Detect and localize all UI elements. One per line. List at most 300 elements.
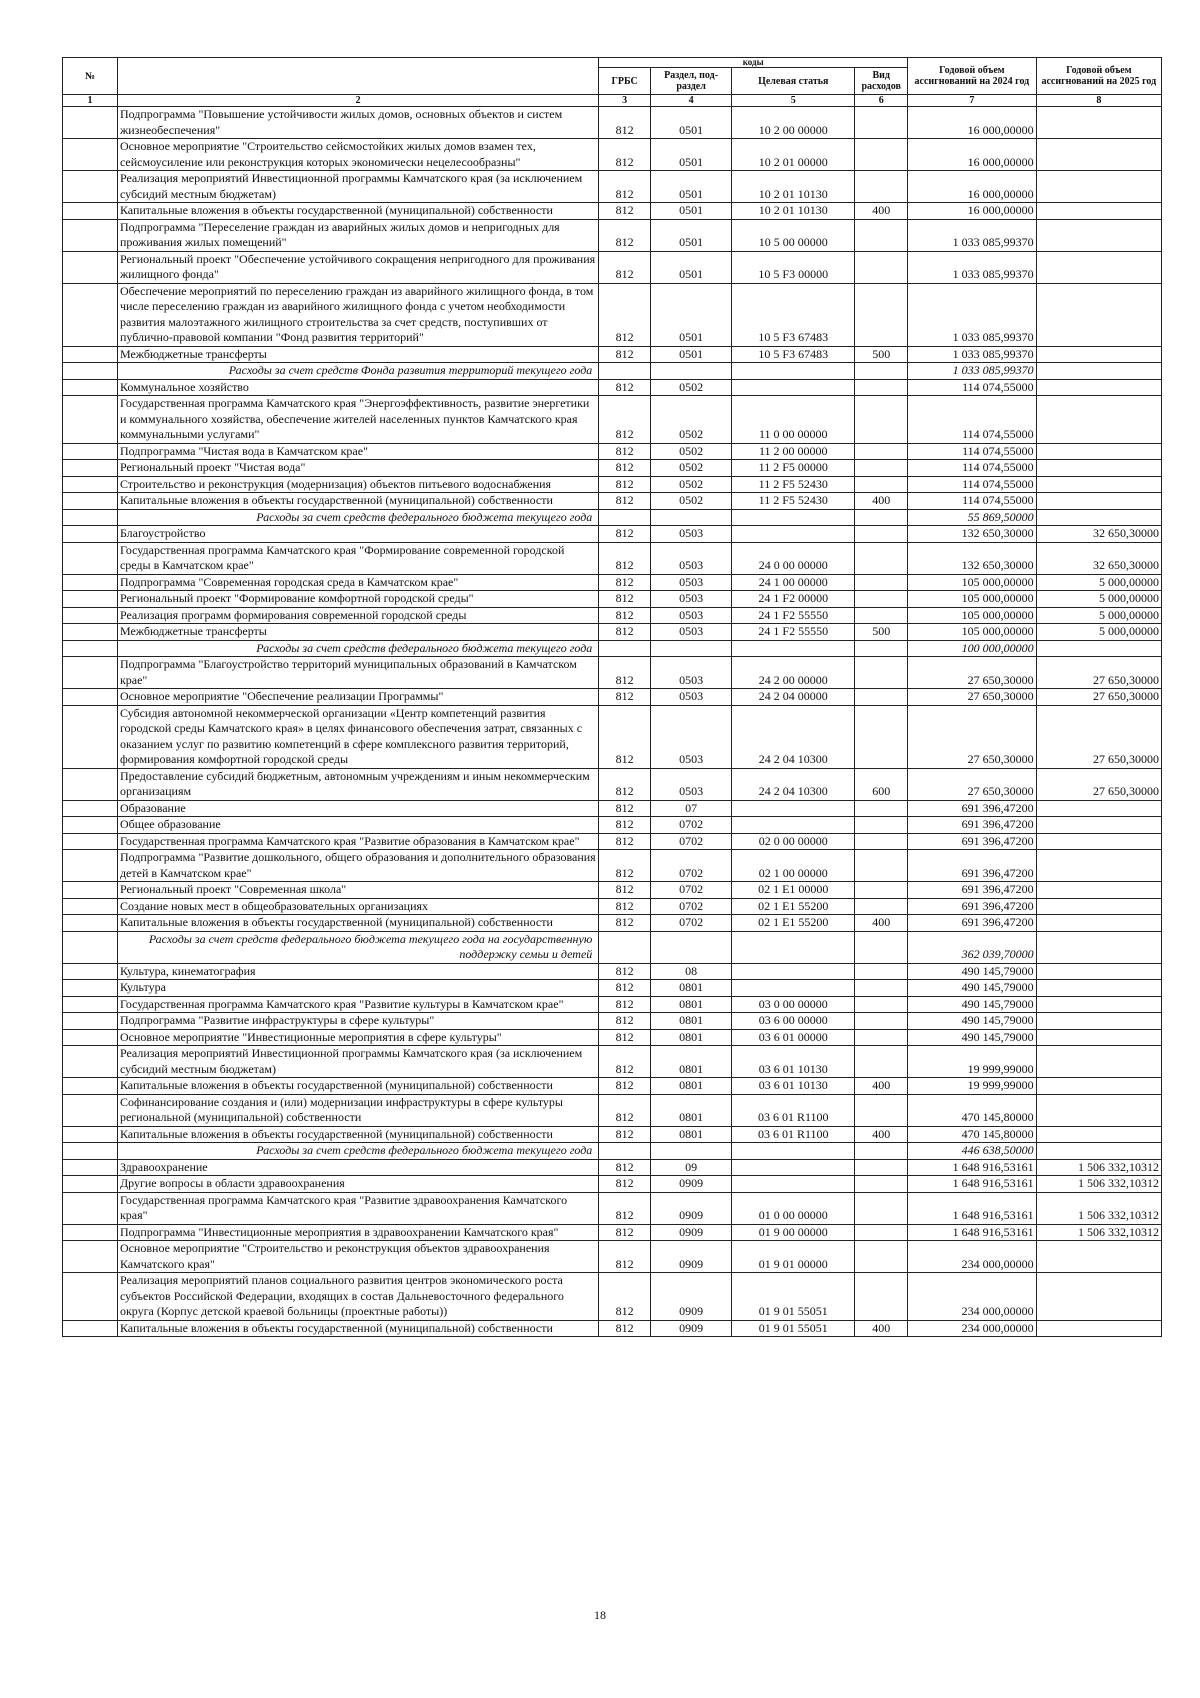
cell-grbs: 812 [599,396,651,444]
cell-amount-2025 [1036,800,1161,817]
cell-amount-2024: 490 145,79000 [908,963,1037,980]
table-row [63,1224,1162,1241]
table-row [63,171,1162,203]
colnum: 3 [599,95,651,107]
cell-grbs: 812 [599,689,651,706]
cell-expense-type: 500 [855,624,908,641]
cell-expense-type: 400 [855,915,908,932]
cell-target-article: 10 2 01 00000 [732,139,855,171]
table-row [63,1126,1162,1143]
cell-amount-2025 [1036,1143,1161,1160]
cell-razdel: 09 [650,1159,731,1176]
table-row [63,1046,1162,1078]
cell-razdel: 0503 [650,542,731,574]
cell-amount-2025 [1036,346,1161,363]
cell-razdel [650,363,731,380]
cell-target-article: 03 6 01 10130 [732,1078,855,1095]
cell-expense-type [855,1273,908,1321]
cell-grbs: 812 [599,915,651,932]
cell-target-article: 02 1 E1 55200 [732,915,855,932]
cell-razdel: 0501 [650,251,731,283]
cell-expense-type [855,509,908,526]
cell-amount-2024: 1 033 085,99370 [908,283,1037,346]
cell-amount-2024: 16 000,00000 [908,107,1037,139]
cell-num [63,1094,118,1126]
header-vr: Вид расходов [855,68,908,95]
cell-num [63,607,118,624]
cell-name: Капитальные вложения в объекты государственной (муниципальной) собственности [117,493,598,510]
cell-amount-2024: 691 396,47200 [908,800,1037,817]
cell-amount-2024: 27 650,30000 [908,768,1037,800]
cell-amount-2025 [1036,203,1161,220]
cell-amount-2025 [1036,1241,1161,1273]
cell-expense-type [855,1046,908,1078]
cell-num [63,1192,118,1224]
cell-target-article: 03 6 01 10130 [732,1046,855,1078]
cell-expense-type [855,283,908,346]
cell-amount-2025 [1036,1126,1161,1143]
cell-num [63,171,118,203]
cell-target-article: 10 2 01 10130 [732,171,855,203]
cell-num [63,346,118,363]
cell-grbs: 812 [599,800,651,817]
cell-target-article [732,1143,855,1160]
cell-amount-2024: 114 074,55000 [908,443,1037,460]
cell-name: Подпрограмма "Переселение граждан из аварийных жилых домов и непригодных для проживания жилых помещений" [117,219,598,251]
cell-grbs: 812 [599,624,651,641]
cell-name: Благоустройство [117,526,598,543]
cell-grbs: 812 [599,833,651,850]
cell-expense-type [855,640,908,657]
cell-amount-2025 [1036,898,1161,915]
cell-amount-2024: 1 648 916,53161 [908,1159,1037,1176]
colnum: 6 [855,95,908,107]
cell-num [63,931,118,963]
cell-amount-2024: 114 074,55000 [908,493,1037,510]
cell-target-article [732,817,855,834]
cell-amount-2025 [1036,882,1161,899]
cell-amount-2025: 5 000,00000 [1036,624,1161,641]
cell-expense-type: 500 [855,346,908,363]
colnum: 1 [63,95,118,107]
cell-name: Расходы за счет средств Фонда развития территорий текущего года [117,363,598,380]
cell-name: Региональный проект "Чистая вода" [117,460,598,477]
cell-name: Капитальные вложения в объекты государственной (муниципальной) собственности [117,1320,598,1337]
cell-amount-2025: 27 650,30000 [1036,689,1161,706]
table-row [63,768,1162,800]
colnum: 5 [732,95,855,107]
cell-razdel: 07 [650,800,731,817]
cell-name: Образование [117,800,598,817]
page-number: 18 [594,1608,606,1622]
cell-expense-type [855,379,908,396]
cell-name: Подпрограмма "Современная городская среда в Камчатском крае" [117,574,598,591]
cell-razdel: 0501 [650,219,731,251]
cell-expense-type [855,526,908,543]
cell-target-article: 10 5 00 00000 [732,219,855,251]
cell-amount-2025 [1036,931,1161,963]
cell-amount-2025 [1036,1094,1161,1126]
cell-razdel: 0702 [650,850,731,882]
cell-num [63,107,118,139]
cell-name: Культура, кинематография [117,963,598,980]
cell-amount-2024: 691 396,47200 [908,833,1037,850]
cell-name: Реализация программ формирования современной городской среды [117,607,598,624]
cell-amount-2025 [1036,460,1161,477]
cell-amount-2024: 132 650,30000 [908,526,1037,543]
cell-amount-2024: 234 000,00000 [908,1273,1037,1321]
cell-name: Капитальные вложения в объекты государственной (муниципальной) собственности [117,203,598,220]
cell-target-article: 11 2 F5 52430 [732,493,855,510]
cell-name: Подпрограмма "Чистая вода в Камчатском крае" [117,443,598,460]
cell-razdel: 0502 [650,379,731,396]
budget-table [62,57,1162,1337]
table-row [63,898,1162,915]
cell-amount-2024: 105 000,00000 [908,574,1037,591]
cell-expense-type: 600 [855,768,908,800]
table-row [63,800,1162,817]
cell-razdel: 0502 [650,476,731,493]
table-row [63,591,1162,608]
cell-grbs: 812 [599,460,651,477]
cell-target-article: 10 2 01 10130 [732,203,855,220]
cell-expense-type [855,980,908,997]
cell-num [63,460,118,477]
cell-amount-2024: 105 000,00000 [908,591,1037,608]
budget-sheet [62,57,1162,1337]
cell-amount-2024: 1 033 085,99370 [908,363,1037,380]
cell-num [63,768,118,800]
table-row [63,657,1162,689]
cell-amount-2024: 114 074,55000 [908,476,1037,493]
cell-name: Основное мероприятие "Инвестиционные мероприятия в сфере культуры" [117,1029,598,1046]
cell-grbs: 812 [599,1046,651,1078]
cell-target-article: 24 1 F2 55550 [732,607,855,624]
cell-razdel: 0801 [650,1126,731,1143]
cell-amount-2024: 100 000,00000 [908,640,1037,657]
cell-target-article: 01 9 01 00000 [732,1241,855,1273]
cell-expense-type: 400 [855,1126,908,1143]
cell-grbs [599,931,651,963]
cell-target-article: 01 9 00 00000 [732,1224,855,1241]
cell-amount-2025 [1036,493,1161,510]
cell-name: Подпрограмма "Развитие дошкольного, общего образования и дополнительного образования детей в Камчатском крае" [117,850,598,882]
cell-amount-2024: 470 145,80000 [908,1094,1037,1126]
cell-target-article: 24 2 04 10300 [732,705,855,768]
cell-name: Расходы за счет средств федерального бюджета текущего года [117,509,598,526]
cell-amount-2025: 27 650,30000 [1036,768,1161,800]
cell-expense-type [855,1094,908,1126]
cell-num [63,624,118,641]
header-num: № [63,58,118,95]
cell-num [63,640,118,657]
cell-grbs: 812 [599,850,651,882]
cell-name: Подпрограмма "Развитие инфраструктуры в сфере культуры" [117,1013,598,1030]
cell-expense-type [855,107,908,139]
cell-razdel: 0503 [650,526,731,543]
cell-target-article: 24 1 F2 55550 [732,624,855,641]
cell-name: Расходы за счет средств федерального бюджета текущего года [117,640,598,657]
cell-razdel: 0501 [650,171,731,203]
cell-target-article [732,980,855,997]
cell-expense-type [855,363,908,380]
cell-razdel: 0502 [650,460,731,477]
cell-expense-type [855,1159,908,1176]
cell-amount-2024: 1 033 085,99370 [908,251,1037,283]
cell-name: Региональный проект "Обеспечение устойчивого сокращения непригодного для проживания жилищного фонда" [117,251,598,283]
table-row [63,1176,1162,1193]
cell-grbs: 812 [599,171,651,203]
table-row [63,624,1162,641]
table-row [63,833,1162,850]
cell-num [63,1159,118,1176]
table-row [63,1094,1162,1126]
cell-grbs: 812 [599,1159,651,1176]
cell-expense-type [855,460,908,477]
cell-num [63,283,118,346]
cell-name: Расходы за счет средств федерального бюджета текущего года на государственную поддержку семьи и детей [117,931,598,963]
cell-name: Капитальные вложения в объекты государственной (муниципальной) собственности [117,1078,598,1095]
cell-num [63,493,118,510]
cell-grbs: 812 [599,1192,651,1224]
cell-name: Создание новых мест в общеобразовательных организациях [117,898,598,915]
cell-grbs [599,1143,651,1160]
cell-expense-type [855,1029,908,1046]
header-cs: Целевая статья [732,68,855,95]
cell-num [63,800,118,817]
cell-amount-2024: 114 074,55000 [908,396,1037,444]
cell-grbs: 812 [599,980,651,997]
cell-amount-2024: 1 648 916,53161 [908,1176,1037,1193]
cell-target-article [732,526,855,543]
cell-num [63,1046,118,1078]
cell-name: Государственная программа Камчатского края "Развитие культуры в Камчатском крае" [117,996,598,1013]
cell-target-article: 24 1 F2 00000 [732,591,855,608]
table-row [63,1192,1162,1224]
cell-name: Основное мероприятие "Строительство и реконструкция объектов здравоохранения Камчатского края" [117,1241,598,1273]
cell-grbs: 812 [599,203,651,220]
cell-razdel: 0801 [650,1094,731,1126]
header-grbs: ГРБС [599,68,651,95]
cell-expense-type [855,833,908,850]
cell-num [63,574,118,591]
cell-target-article: 01 0 00 00000 [732,1192,855,1224]
cell-razdel: 0503 [650,705,731,768]
cell-num [63,1273,118,1321]
note-row [63,640,1162,657]
cell-amount-2024: 105 000,00000 [908,607,1037,624]
table-row [63,1078,1162,1095]
cell-razdel: 0503 [650,768,731,800]
cell-razdel: 0801 [650,1013,731,1030]
cell-expense-type: 400 [855,493,908,510]
header-name [117,58,598,95]
note-row [63,931,1162,963]
cell-target-article: 24 0 00 00000 [732,542,855,574]
cell-target-article: 03 6 00 00000 [732,1013,855,1030]
cell-amount-2025: 1 506 332,10312 [1036,1176,1161,1193]
cell-target-article: 03 6 01 R1100 [732,1126,855,1143]
cell-target-article [732,509,855,526]
cell-amount-2025: 1 506 332,10312 [1036,1224,1161,1241]
cell-grbs: 812 [599,443,651,460]
cell-amount-2024: 490 145,79000 [908,980,1037,997]
cell-num [63,542,118,574]
cell-amount-2025 [1036,396,1161,444]
cell-num [63,476,118,493]
cell-target-article: 24 2 00 00000 [732,657,855,689]
cell-expense-type: 400 [855,203,908,220]
cell-amount-2024: 691 396,47200 [908,915,1037,932]
table-row [63,139,1162,171]
cell-target-article: 03 6 01 00000 [732,1029,855,1046]
cell-target-article: 11 0 00 00000 [732,396,855,444]
cell-target-article [732,1159,855,1176]
cell-razdel: 0501 [650,107,731,139]
note-row [63,509,1162,526]
cell-grbs: 812 [599,139,651,171]
cell-name: Государственная программа Камчатского края "Развитие здравоохранения Камчатского края" [117,1192,598,1224]
cell-amount-2024: 27 650,30000 [908,689,1037,706]
cell-razdel [650,509,731,526]
header-razdel: Раздел, под-раздел [650,68,731,95]
cell-amount-2024: 16 000,00000 [908,171,1037,203]
cell-num [63,882,118,899]
cell-expense-type [855,963,908,980]
table-row [63,542,1162,574]
table-row [63,574,1162,591]
cell-amount-2024: 16 000,00000 [908,203,1037,220]
table-row [63,1320,1162,1337]
cell-num [63,963,118,980]
cell-amount-2024: 234 000,00000 [908,1320,1037,1337]
cell-amount-2024: 234 000,00000 [908,1241,1037,1273]
cell-amount-2025: 1 506 332,10312 [1036,1192,1161,1224]
cell-grbs [599,640,651,657]
cell-name: Расходы за счет средств федерального бюджета текущего года [117,1143,598,1160]
cell-grbs: 812 [599,574,651,591]
cell-expense-type: 400 [855,1320,908,1337]
cell-num [63,1241,118,1273]
cell-name: Культура [117,980,598,997]
table-row [63,379,1162,396]
cell-num [63,1013,118,1030]
cell-target-article: 03 6 01 R1100 [732,1094,855,1126]
cell-razdel: 0502 [650,493,731,510]
cell-grbs: 812 [599,1224,651,1241]
cell-target-article [732,1176,855,1193]
cell-num [63,363,118,380]
cell-num [63,443,118,460]
cell-num [63,526,118,543]
cell-num [63,657,118,689]
cell-expense-type [855,800,908,817]
cell-razdel: 0503 [650,574,731,591]
note-row [63,363,1162,380]
cell-name: Межбюджетные трансферты [117,346,598,363]
cell-razdel: 08 [650,963,731,980]
cell-razdel: 0501 [650,283,731,346]
table-row [63,396,1162,444]
cell-expense-type: 400 [855,1078,908,1095]
table-row [63,915,1162,932]
cell-grbs: 812 [599,251,651,283]
cell-name: Подпрограмма "Благоустройство территорий муниципальных образований в Камчатском крае" [117,657,598,689]
cell-expense-type [855,1176,908,1193]
cell-grbs: 812 [599,996,651,1013]
cell-razdel: 0801 [650,1078,731,1095]
cell-name: Реализация мероприятий планов социального развития центров экономического роста субъектов Российской Федерации, входящих в состав Дальневосточного федерального округа (Корпус детской краевой больницы (проектные работы)) [117,1273,598,1321]
cell-name: Обеспечение мероприятий по переселению граждан из аварийного жилищного фонда, в том числе переселению граждан из аварийного жилищного фонда с учетом необходимости развития малоэтажного жилищного строительства за счет средств, поступивших от публично-правовой компании "Фонд развития территорий" [117,283,598,346]
table-row [63,219,1162,251]
cell-amount-2024: 16 000,00000 [908,139,1037,171]
cell-num [63,817,118,834]
cell-amount-2024: 1 648 916,53161 [908,1224,1037,1241]
cell-amount-2025 [1036,1078,1161,1095]
table-row [63,443,1162,460]
cell-num [63,1143,118,1160]
cell-razdel: 0909 [650,1224,731,1241]
cell-grbs: 812 [599,1029,651,1046]
cell-num [63,139,118,171]
cell-num [63,219,118,251]
cell-amount-2025 [1036,915,1161,932]
cell-target-article [732,800,855,817]
cell-grbs: 812 [599,542,651,574]
cell-expense-type [855,574,908,591]
cell-expense-type [855,996,908,1013]
cell-target-article: 02 1 E1 00000 [732,882,855,899]
cell-expense-type [855,931,908,963]
cell-amount-2024: 691 396,47200 [908,850,1037,882]
cell-amount-2024: 490 145,79000 [908,1029,1037,1046]
cell-target-article: 24 2 04 00000 [732,689,855,706]
table-row [63,1013,1162,1030]
cell-amount-2024: 1 033 085,99370 [908,219,1037,251]
cell-expense-type [855,850,908,882]
cell-amount-2024: 691 396,47200 [908,817,1037,834]
cell-num [63,850,118,882]
cell-amount-2025 [1036,817,1161,834]
cell-num [63,898,118,915]
cell-name: Капитальные вложения в объекты государственной (муниципальной) собственности [117,915,598,932]
cell-amount-2024: 114 074,55000 [908,379,1037,396]
cell-amount-2025: 1 506 332,10312 [1036,1159,1161,1176]
cell-expense-type [855,443,908,460]
cell-amount-2025: 27 650,30000 [1036,657,1161,689]
table-row [63,882,1162,899]
cell-razdel: 0801 [650,996,731,1013]
cell-grbs: 812 [599,1126,651,1143]
cell-razdel: 0502 [650,443,731,460]
cell-razdel: 0909 [650,1241,731,1273]
cell-num [63,203,118,220]
cell-razdel: 0702 [650,817,731,834]
table-row [63,1159,1162,1176]
cell-razdel: 0801 [650,980,731,997]
cell-expense-type [855,817,908,834]
cell-target-article: 11 2 F5 00000 [732,460,855,477]
cell-grbs: 812 [599,1273,651,1321]
cell-expense-type [855,1143,908,1160]
cell-amount-2024: 691 396,47200 [908,898,1037,915]
cell-target-article: 11 2 F5 52430 [732,476,855,493]
cell-num [63,251,118,283]
cell-name: Здравоохранение [117,1159,598,1176]
cell-amount-2025: 32 650,30000 [1036,526,1161,543]
cell-amount-2024: 490 145,79000 [908,996,1037,1013]
cell-name: Межбюджетные трансферты [117,624,598,641]
